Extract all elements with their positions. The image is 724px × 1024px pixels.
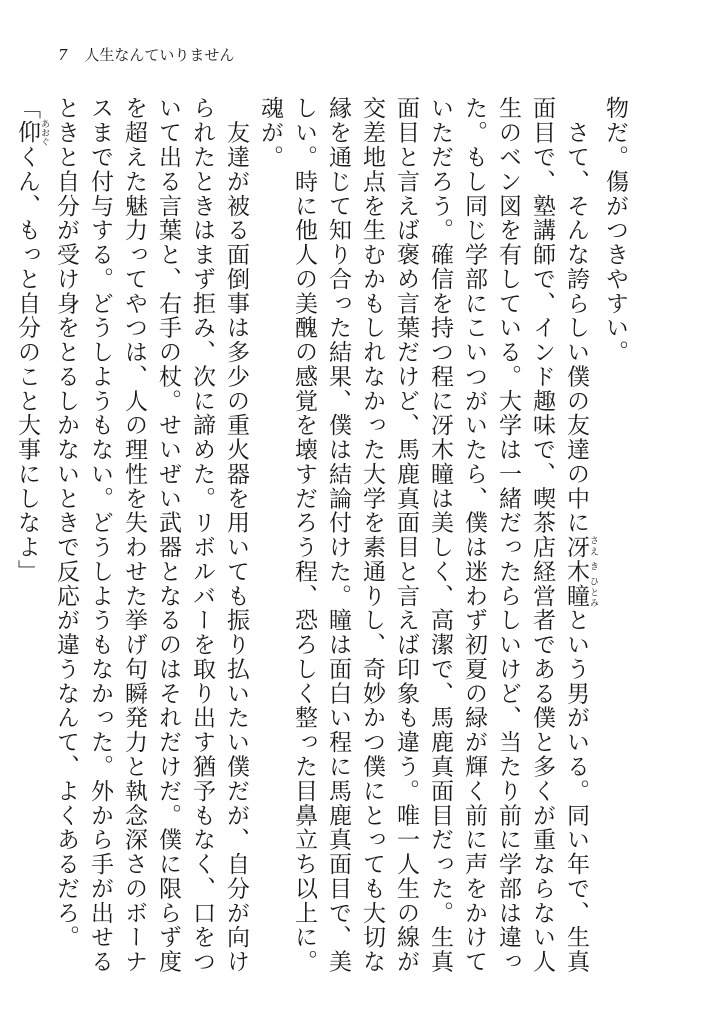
page-number: 7 bbox=[58, 46, 68, 64]
paragraph: 物だ。傷がつきやすい。 bbox=[602, 96, 628, 365]
paragraph: さて、そんな誇らしい僕の友達の中に冴木瞳 さえ き ひとみという男がいる。同い年で、生真面目で、塾講師で、インド趣味で、喫茶店経営者である僕と多くが重ならない人生のベン図を有している。大学は一緒だったらしいけど、当たり前に学部は違った。もし同じ学部にこいつがいたら、僕は迷わず初夏の緑が輝く前に声をかけていただろう。確信を持つ程に冴木瞳は美しく、高潔で、馬鹿真面目だった。生真面目と言えば褒め言葉だけど、馬鹿真面目と言えば印象も違う。唯一人生の線が交差地点を生むかもしれなかった大学を素通りし、奇妙かつ僕にとっても大切な縁を通じて知り合った結果、僕は結論付けた。瞳は面白い程に馬鹿真面目で、美しい。時に他人の美醜の感覚を壊すだろう程、恐ろしく整った目鼻立ち以上に。魂が。 bbox=[257, 96, 598, 974]
ruby-saeki-hitomi: 冴木瞳 さえ き ひとみ bbox=[563, 534, 598, 608]
ruby-aogu: 仰 あおぐ bbox=[14, 119, 49, 147]
running-head bbox=[58, 44, 234, 66]
dialogue-line: 「仰 あおぐくん、もっと自分のこと大事にしなよ」 bbox=[14, 96, 49, 584]
vertical-text-body bbox=[14, 96, 632, 976]
running-title: 人生なんていりません bbox=[84, 46, 235, 64]
paragraph: 友達が被る面倒事は多少の重火器を用いても振り払いたい僕だが、自分が向けられたときはまず拒み、次に諦めた。リボルバーを取り出す猶予もなく、口をついて出る言葉と、右手の杖。せいぜい武器となるのはそれだけだ。僕に限らず度を超えた魅力ってやつは、人の理性を失わせた挙げ句瞬発力と執念深さのボーナスまで付与する。どうしようもない。どうしようもなかった。外から手が出せるときと自分が受け身をとるしかないときで反応が違うなんて、よくあるだろ。 bbox=[53, 96, 249, 974]
